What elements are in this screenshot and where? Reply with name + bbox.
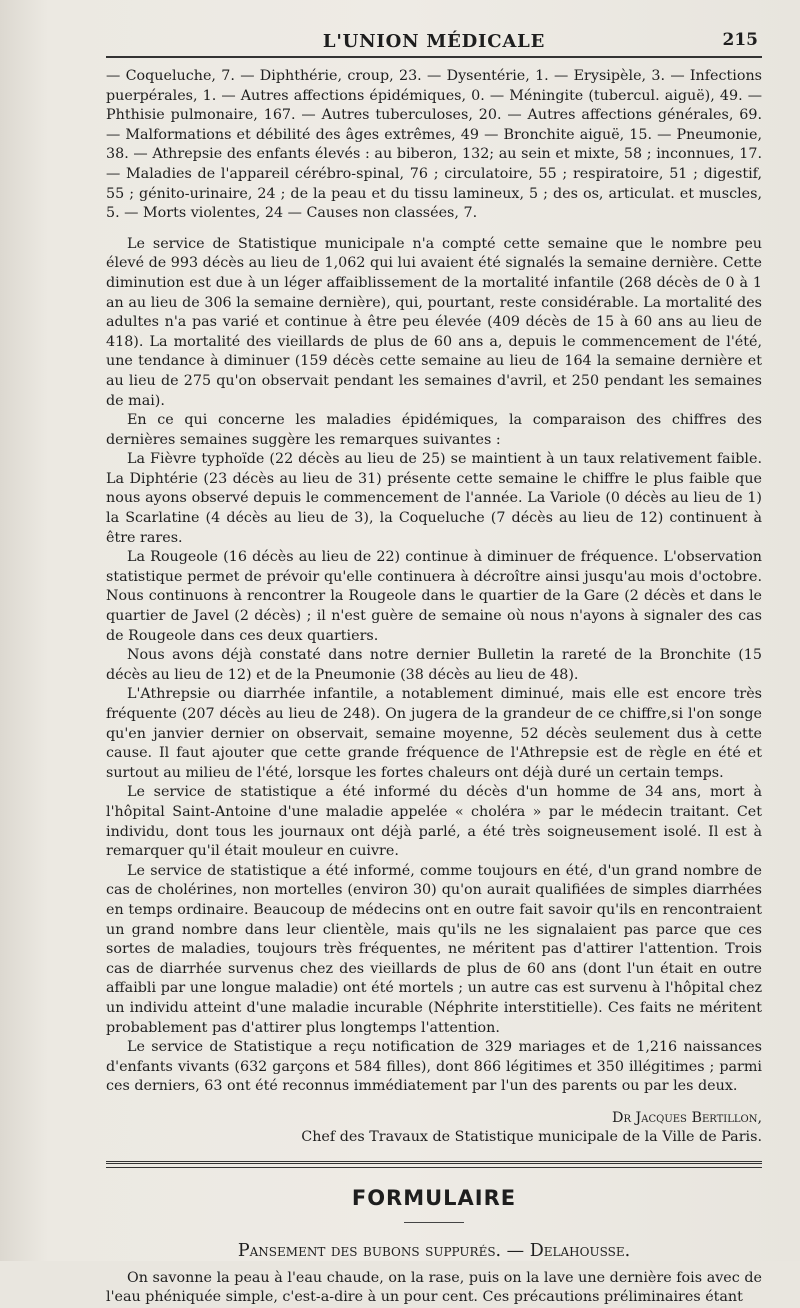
report-paragraph: La Fièvre typhoïde (22 décès au lieu de 25) se maintient à un taux relativement faible. La Diphtérie (23 décès au lieu de 31) présente cette semaine le chiffre le plus faible que nous ayons observé depuis le commencement de l'année. La Variole (0 décès au lieu de 1) la Scarlatine (4 décès au lieu de 3), la Coqueluche (7 décès au lieu de 12) continuent à être rares. — [106, 451, 762, 546]
title-underline — [404, 1222, 464, 1223]
report-paragraph: Le service de statistique a été informé du décès d'un homme de 34 ans, mort à l'hôpital Saint-Antoine d'une maladie appelée « choléra » par le médecin traitant. Cet individu, dont tous les journaux ont déjà parlé, a été très soigneusement isolé. Il est à remarquer qu'il était mouleur en cuivre. — [106, 784, 762, 860]
report-paragraph: Le service de Statistique a reçu notification de 329 mariages et de 1,216 naissances d'enfants vivants (632 garçons et 584 filles), dont 866 légitimes et 350 illégitimes ; parmi ces derniers, 63 ont été reconnus immédiatement par l'un des parents ou par les deux. — [106, 1039, 762, 1095]
section-title: FORMULAIRE — [351, 1185, 517, 1210]
journal-title: L'UNION MÉDICALE — [322, 30, 546, 52]
page-number: 215 — [722, 30, 758, 50]
recipe-title: Pansement des bubons suppurés. — Delahousse. — [237, 1240, 631, 1261]
author-name: Dr Jacques Bertillon, — [611, 1109, 762, 1126]
section-divider — [106, 1161, 762, 1168]
page-header — [106, 26, 762, 58]
statistics-report — [106, 67, 762, 1097]
report-paragraph: Nous avons déjà constaté dans notre dernier Bulletin la rareté de la Bronchite (15 décès au lieu de 12) et de la Pneumonie (38 décès au lieu de 48). — [106, 647, 762, 683]
report-paragraph: La Rougeole (16 décès au lieu de 22) continue à diminuer de fréquence. L'observation statistique permet de prévoir qu'elle continuera à décroître ainsi jusqu'au mois d'octobre. Nous continuons à rencontrer la Rougeole dans le quartier de la Gare (2 décès et dans le quartier de Javel (2 décès) ; il n'est guère de semaine où nous n'ayons à signaler des cas de Rougeole dans ces deux quartiers. — [106, 549, 762, 644]
report-paragraph: Le service de Statistique municipale n'a compté cette semaine que le nombre peu élevé de 993 décès au lieu de 1,062 qui lui avaient été signalés la semaine dernière. Cette diminution est due à un léger affaiblissement de la mortalité infantile (268 décès de 0 à 1 an au lieu de 306 la semaine dernière), qui, pourtant, reste considérable. La mortalité des adultes n'a pas varié et continue à être peu élevée (409 décès de 15 à 60 ans au lieu de 418). La mortalité des vieillards de plus de 60 ans a, depuis le commencement de l'été, une tendance à diminuer (159 décès cette semaine au lieu de 164 la semaine dernière et au lieu de 275 qu'on observait pendant les semaines d'avril, et 250 pendant les semaines de mai). — [106, 235, 762, 409]
mortality-causes-paragraph: — Coqueluche, 7. — Diphthérie, croup, 23. — Dysentérie, 1. — Erysipèle, 3. — Infections puerpérales, 1. — Autres affections épidémiques, 0. — Méningite (tubercul. aiguë), 49. — Phthisie pulmonaire, 167. — Autres tuberculoses, 20. — Autres affections générales, 69. — Malformations et débilité des âges extrêmes, 49 — Bronchite aiguë, 15. — Pneumonie, 38. — Athrepsie des enfants élevés : au biberon, 132; au sein et mixte, 58 ; inconnues, 17. — Maladies de l'appareil cérébro-spinal, 76 ; circulatoire, 55 ; respiratoire, 51 ; digestif, 55 ; génito-urinaire, 24 ; de la peau et du tissu lamineux, 5 ; des os, articulat. et muscles, 5. — Morts violentes, 24 — Causes non classées, 7. — [106, 68, 762, 222]
recipe-text: On savonne la peau à l'eau chaude, on la rase, puis on la lave une dernière fois avec de l'eau phéniquée simple, c'est-a-dire à un pour cent. Ces précautions préliminaires étant — [106, 1269, 762, 1306]
author-title: Chef des Travaux de Statistique municipale de la Ville de Paris. — [301, 1128, 762, 1145]
report-paragraph: Le service de statistique a été informé, comme toujours en été, d'un grand nombre de cas de cholérines, non mortelles (environ 30) qu'on aurait qualifiées de simples diarrhées en temps ordinaire. Beaucoup de médecins ont en outre fait savoir qu'ils en rencontraient un grand nombre dans leur clientèle, mais qu'ils ne les signalaient pas parce que ces sortes de maladies, toujours très fréquentes, ne méritent pas d'attirer l'attention. Trois cas de diarrhée survenus chez des vieillards de plus de 60 ans (dont l'un était en outre affaibli par une longue maladie) ont été mortels ; un autre cas est survenu à l'hôpital chez un individu atteint d'une maladie incurable (Néphrite interstitielle). Ces faits ne méritent probablement pas d'attirer plus longtemps l'attention. — [106, 862, 762, 1036]
report-paragraph: En ce qui concerne les maladies épidémiques, la comparaison des chiffres des dernières semaines suggère les remarques suivantes : — [106, 412, 762, 448]
report-paragraph: L'Athrepsie ou diarrhée infantile, a notablement diminué, mais elle est encore très fréquente (207 décès au lieu de 248). On jugera de la grandeur de ce chiffre,si l'on songe qu'en janvier dernier on observait, semaine moyenne, 52 décès seulement dus à cette cause. Il faut ajouter que cette grande fréquence de l'Athrepsie est de règle en été et surtout au milieu de l'été, lorsque les fortes chaleurs ont déjà duré un certain temps. — [106, 686, 762, 781]
signature-block — [106, 1109, 762, 1147]
